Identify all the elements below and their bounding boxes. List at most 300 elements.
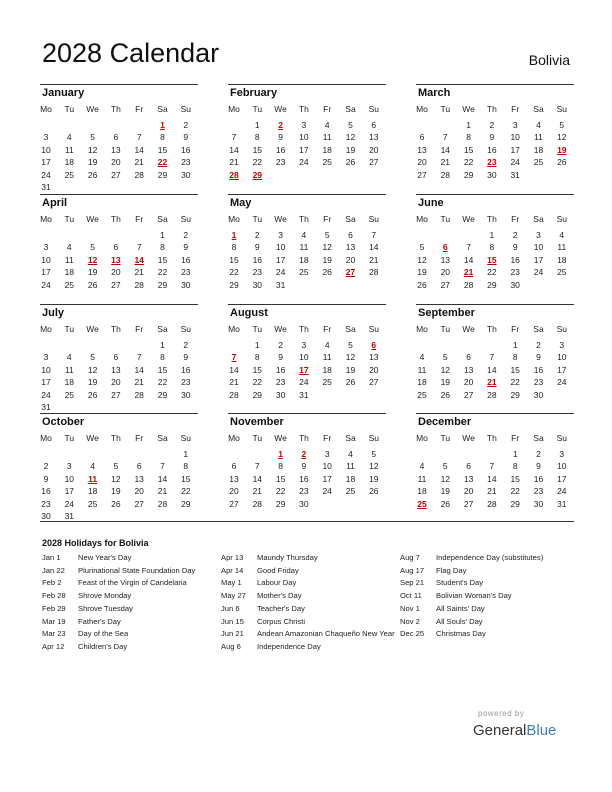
weekday-header: Tu <box>440 104 451 114</box>
weekday-header: We <box>462 324 475 334</box>
weekday-header: Tu <box>252 433 263 443</box>
day-cell: 23 <box>181 377 191 388</box>
day-cell: 12 <box>417 254 427 265</box>
day-cell: 30 <box>533 498 544 509</box>
day-cell: 25 <box>533 157 544 168</box>
day-cell: 10 <box>299 132 309 143</box>
day-cell: 10 <box>275 242 286 253</box>
day-cell: 31 <box>557 498 567 509</box>
holiday-date: Jun 21 <box>221 629 244 639</box>
day-cell: 11 <box>534 132 543 143</box>
weekday-header: Su <box>556 214 567 224</box>
day-cell: 26 <box>440 389 451 400</box>
holiday-entry <box>221 603 396 616</box>
day-cell: 15 <box>510 473 520 484</box>
day-cell: 13 <box>369 132 379 143</box>
day-cell: 14 <box>229 144 239 155</box>
day-cell: 8 <box>160 352 165 363</box>
day-cell: 7 <box>231 132 237 143</box>
day-cell: 28 <box>134 279 144 290</box>
weekday-header: Su <box>368 324 379 334</box>
holiday-date: May 27 <box>221 591 246 601</box>
day-cell: 3 <box>43 132 49 143</box>
day-cell: 28 <box>229 389 239 400</box>
day-cell: 21 <box>157 486 168 497</box>
day-cell: 30 <box>181 279 191 290</box>
month-name: January <box>42 87 85 99</box>
holiday-name: Shrove Monday <box>78 591 132 601</box>
day-cell: 7 <box>489 461 495 472</box>
weekday-header: Th <box>110 324 121 334</box>
day-cell: 1 <box>183 449 189 459</box>
day-cell: 26 <box>87 279 98 290</box>
day-cell: 16 <box>487 144 497 155</box>
day-cell: 29 <box>252 389 263 400</box>
day-cell: 23 <box>181 157 191 168</box>
day-cell: 27 <box>229 498 239 509</box>
day-cell: 18 <box>64 157 75 168</box>
day-cell: 10 <box>41 254 51 265</box>
day-cell: 7 <box>136 352 142 363</box>
weekday-header: Tu <box>64 324 75 334</box>
day-cell: 29 <box>157 169 168 180</box>
month-november <box>228 413 386 519</box>
day-cell: 3 <box>559 340 565 350</box>
weekday-header: Su <box>368 214 379 224</box>
day-cell: 12 <box>87 364 98 375</box>
day-cell: 4 <box>536 120 541 130</box>
day-cell: 11 <box>64 364 74 375</box>
day-cell: 25 <box>322 157 332 168</box>
day-cell: 27 <box>463 389 474 400</box>
weekday-header: Sa <box>345 324 356 334</box>
day-cell: 16 <box>41 486 51 497</box>
day-cell: 26 <box>440 498 451 509</box>
day-cell: 8 <box>466 132 471 143</box>
day-cell: 4 <box>348 449 353 459</box>
day-cell: 22 <box>157 267 168 278</box>
day-cell: 3 <box>43 352 49 363</box>
weekday-header: Sa <box>345 104 356 114</box>
day-cell: 15 <box>275 473 286 484</box>
day-cell: 5 <box>90 242 95 253</box>
day-cell: 1 <box>254 340 260 350</box>
day-cell: 11 <box>417 473 427 484</box>
day-cell: 19 <box>417 267 427 278</box>
month-name: July <box>42 307 65 319</box>
day-cell: 10 <box>64 473 75 484</box>
day-cell: 16 <box>275 144 286 155</box>
day-cell: 1 <box>160 340 165 350</box>
holiday-entry <box>221 590 396 603</box>
day-cell: 10 <box>557 461 567 472</box>
day-cell: 6 <box>466 352 471 363</box>
day-cell: 25 <box>557 267 567 278</box>
weekday-header: Fr <box>323 214 332 224</box>
weekday-header: Fr <box>323 324 332 334</box>
day-cell: 3 <box>301 340 307 350</box>
day-cell: 15 <box>181 473 191 484</box>
day-cell: 4 <box>90 461 95 472</box>
holiday-day-cell: 23 <box>487 157 497 168</box>
holidays-title: 2028 Holidays for Bolivia <box>42 538 149 548</box>
day-cell: 21 <box>369 254 379 265</box>
day-cell: 16 <box>533 364 544 375</box>
holiday-entry <box>400 565 575 578</box>
day-cell: 20 <box>463 377 474 388</box>
weekday-header: Sa <box>345 214 356 224</box>
weekday-header: Tu <box>440 324 451 334</box>
day-cell: 10 <box>41 364 51 375</box>
weekday-header: Th <box>486 324 497 334</box>
weekday-header: Su <box>180 433 191 443</box>
weekday-header: Sa <box>533 104 544 114</box>
day-cell: 22 <box>463 157 474 168</box>
weekday-header: Th <box>486 214 497 224</box>
holiday-date: Mar 19 <box>42 616 66 626</box>
day-cell: 31 <box>64 511 75 521</box>
day-cell: 27 <box>417 169 427 180</box>
day-cell: 2 <box>536 340 541 350</box>
day-cell: 12 <box>322 242 332 253</box>
day-cell: 6 <box>113 352 119 363</box>
day-cell: 6 <box>419 132 425 143</box>
day-cell: 3 <box>278 230 283 240</box>
weekday-header: Tu <box>64 214 75 224</box>
day-cell: 13 <box>229 473 239 484</box>
weekday-header: Th <box>110 214 121 224</box>
day-cell: 24 <box>299 377 309 388</box>
holiday-entry <box>42 628 217 641</box>
weekday-header: Sa <box>157 433 168 443</box>
weekday-header: Fr <box>511 324 520 334</box>
holiday-name: Flag Day <box>436 565 467 575</box>
day-cell: 24 <box>557 486 567 497</box>
day-cell: 20 <box>111 157 121 168</box>
day-cell: 23 <box>275 377 286 388</box>
day-cell: 4 <box>66 352 72 363</box>
holiday-entry <box>42 616 217 629</box>
holiday-day-cell: 1 <box>278 449 283 459</box>
holiday-name: Maundy Thursday <box>257 553 318 562</box>
weekday-header: We <box>462 433 475 443</box>
day-cell: 4 <box>301 230 307 240</box>
weekday-header: Mo <box>228 324 240 334</box>
country-label: Bolivia <box>528 52 570 68</box>
day-cell: 6 <box>113 132 119 143</box>
holiday-day-cell: 25 <box>417 498 427 509</box>
weekday-header: Th <box>486 433 497 443</box>
holiday-day-cell: 2 <box>301 449 307 459</box>
day-cell: 24 <box>557 377 567 388</box>
day-cell: 2 <box>183 340 189 350</box>
day-cell: 22 <box>157 377 168 388</box>
weekday-header: Sa <box>157 104 168 114</box>
holiday-entry <box>221 565 396 578</box>
holiday-name: Good Friday <box>257 565 299 575</box>
day-cell: 30 <box>510 279 520 290</box>
day-cell: 5 <box>324 230 330 240</box>
day-cell: 2 <box>278 340 283 350</box>
day-cell: 27 <box>440 279 451 290</box>
month-name: December <box>418 416 472 428</box>
holiday-entry <box>400 628 575 641</box>
holiday-date: Apr 14 <box>221 565 244 575</box>
brand-blue: Blue <box>526 722 557 739</box>
weekday-header: Sa <box>157 324 168 334</box>
holiday-date: May 1 <box>221 578 242 588</box>
brand-general: General <box>473 722 527 739</box>
day-cell: 20 <box>369 144 379 155</box>
day-cell: 11 <box>557 242 567 253</box>
day-cell: 3 <box>512 120 518 130</box>
day-cell: 8 <box>160 132 165 143</box>
day-cell: 18 <box>322 364 332 375</box>
day-cell: 1 <box>512 449 518 459</box>
day-cell: 7 <box>442 132 448 143</box>
holiday-name: Corpus Christi <box>257 616 306 626</box>
day-cell: 19 <box>87 377 98 388</box>
day-cell: 17 <box>533 254 544 265</box>
day-cell: 8 <box>183 461 189 472</box>
day-cell: 20 <box>111 267 121 278</box>
day-cell: 31 <box>275 279 286 290</box>
day-cell: 20 <box>369 364 379 375</box>
day-cell: 10 <box>299 352 309 363</box>
day-cell: 6 <box>113 242 119 253</box>
day-cell: 28 <box>134 389 144 400</box>
day-cell: 17 <box>510 144 520 155</box>
holiday-entry <box>42 552 217 565</box>
weekday-header: We <box>274 214 287 224</box>
weekday-header: Th <box>110 433 121 443</box>
holiday-date: Sep 21 <box>400 578 425 588</box>
day-cell: 3 <box>66 461 72 472</box>
day-cell: 21 <box>229 157 239 168</box>
generalblue-logo[interactable] <box>473 722 556 739</box>
holiday-name: Labour Day <box>257 578 297 588</box>
day-cell: 21 <box>134 267 144 278</box>
weekday-header: Sa <box>533 324 544 334</box>
day-cell: 8 <box>231 242 237 253</box>
day-cell: 4 <box>324 340 330 350</box>
day-cell: 24 <box>64 498 75 509</box>
day-cell: 13 <box>417 144 427 155</box>
day-cell: 24 <box>41 169 51 180</box>
day-cell: 23 <box>181 267 191 278</box>
weekday-header: Tu <box>64 433 75 443</box>
day-cell: 26 <box>87 169 98 180</box>
holiday-day-cell: 7 <box>231 352 237 363</box>
weekday-header: Fr <box>511 104 520 114</box>
day-cell: 23 <box>41 498 51 509</box>
holiday-name: Independence Day <box>257 641 321 651</box>
day-cell: 15 <box>510 364 520 375</box>
day-cell: 11 <box>322 132 332 143</box>
holiday-date: Feb 2 <box>42 578 62 588</box>
weekday-header: Fr <box>323 433 332 443</box>
month-april <box>40 194 198 300</box>
holiday-name: Father's Day <box>78 616 121 626</box>
holiday-day-cell: 21 <box>487 377 497 388</box>
holiday-day-cell: 6 <box>442 242 448 253</box>
day-cell: 26 <box>87 389 98 400</box>
day-cell: 14 <box>463 254 474 265</box>
day-cell: 19 <box>440 486 451 497</box>
month-september <box>416 304 574 410</box>
holiday-name: Student's Day <box>436 578 484 588</box>
month-name: October <box>42 416 85 428</box>
weekday-header: Sa <box>345 433 356 443</box>
day-cell: 21 <box>134 377 144 388</box>
day-cell: 15 <box>157 254 168 265</box>
holiday-date: Oct 11 <box>400 591 422 601</box>
day-cell: 31 <box>299 389 309 400</box>
holiday-entry <box>400 616 575 629</box>
holiday-name: Day of the Sea <box>78 629 129 639</box>
holiday-name: Bolivian Woman's Day <box>436 591 512 601</box>
month-may <box>228 194 386 300</box>
day-cell: 28 <box>134 169 144 180</box>
weekday-header: We <box>274 324 287 334</box>
day-cell: 30 <box>181 169 191 180</box>
day-cell: 30 <box>299 498 309 509</box>
day-cell: 9 <box>43 473 49 484</box>
day-cell: 7 <box>466 242 471 253</box>
holiday-column <box>400 552 575 641</box>
day-cell: 1 <box>512 340 518 350</box>
day-cell: 11 <box>64 254 74 265</box>
weekday-header: Tu <box>440 214 451 224</box>
day-cell: 26 <box>369 486 379 497</box>
month-march <box>416 84 574 190</box>
holiday-date: Apr 12 <box>42 641 65 651</box>
holiday-name: Children's Day <box>78 641 128 651</box>
weekday-header: Th <box>298 433 309 443</box>
weekday-header: Su <box>368 104 379 114</box>
day-cell: 22 <box>275 486 286 497</box>
day-cell: 29 <box>487 279 497 290</box>
holiday-day-cell: 1 <box>160 120 165 130</box>
day-cell: 24 <box>510 157 520 168</box>
day-cell: 30 <box>41 511 51 521</box>
holiday-date: Nov 2 <box>400 616 420 626</box>
day-cell: 19 <box>345 364 356 375</box>
day-cell: 17 <box>557 473 567 484</box>
day-cell: 29 <box>275 498 286 509</box>
month-december <box>416 413 574 519</box>
day-cell: 6 <box>466 461 471 472</box>
day-cell: 29 <box>157 279 168 290</box>
day-cell: 28 <box>463 279 474 290</box>
day-cell: 9 <box>301 461 307 472</box>
day-cell: 29 <box>157 389 168 400</box>
holiday-day-cell: 11 <box>88 473 98 484</box>
day-cell: 27 <box>111 169 121 180</box>
day-cell: 17 <box>275 254 286 265</box>
day-cell: 28 <box>440 169 451 180</box>
day-cell: 14 <box>157 473 168 484</box>
day-cell: 5 <box>442 352 448 363</box>
day-cell: 30 <box>252 279 263 290</box>
day-cell: 27 <box>369 377 379 388</box>
day-cell: 22 <box>510 486 520 497</box>
holiday-day-cell: 17 <box>299 364 309 375</box>
day-cell: 25 <box>345 486 356 497</box>
holiday-day-cell: 27 <box>345 267 356 278</box>
day-cell: 25 <box>64 169 75 180</box>
holiday-name: Plurinational State Foundation Day <box>78 565 196 575</box>
day-cell: 30 <box>533 389 544 400</box>
day-cell: 24 <box>533 267 544 278</box>
day-cell: 13 <box>345 242 356 253</box>
day-cell: 7 <box>136 242 142 253</box>
day-cell: 29 <box>181 498 191 509</box>
month-october <box>40 413 198 519</box>
day-cell: 20 <box>229 486 239 497</box>
day-cell: 28 <box>487 498 497 509</box>
day-cell: 15 <box>157 364 168 375</box>
weekday-header: Th <box>110 104 121 114</box>
month-name: February <box>230 87 278 99</box>
day-cell: 26 <box>557 157 567 168</box>
day-cell: 14 <box>487 473 497 484</box>
day-cell: 10 <box>41 144 51 155</box>
day-cell: 19 <box>111 486 121 497</box>
day-cell: 17 <box>41 157 51 168</box>
day-cell: 5 <box>113 461 119 472</box>
month-name: September <box>418 307 475 319</box>
day-cell: 20 <box>463 486 474 497</box>
day-cell: 18 <box>64 377 75 388</box>
weekday-header: Th <box>298 214 309 224</box>
day-cell: 28 <box>369 267 379 278</box>
day-cell: 16 <box>533 473 544 484</box>
day-cell: 3 <box>324 449 330 459</box>
holiday-day-cell: 13 <box>111 254 121 265</box>
month-january <box>40 84 198 190</box>
day-cell: 30 <box>487 169 497 180</box>
day-cell: 2 <box>183 230 189 240</box>
day-cell: 4 <box>324 120 330 130</box>
day-cell: 18 <box>87 486 98 497</box>
day-cell: 17 <box>322 473 332 484</box>
day-cell: 6 <box>136 461 142 472</box>
weekday-header: Mo <box>40 104 52 114</box>
day-cell: 8 <box>489 242 495 253</box>
month-name: March <box>418 87 451 99</box>
day-cell: 11 <box>417 364 427 375</box>
holiday-date: Nov 1 <box>400 603 420 613</box>
holiday-day-cell: 19 <box>557 144 567 155</box>
day-cell: 17 <box>557 364 567 375</box>
day-cell: 23 <box>299 486 309 497</box>
day-cell: 16 <box>181 254 191 265</box>
day-cell: 14 <box>229 364 239 375</box>
day-cell: 9 <box>183 132 189 143</box>
day-cell: 5 <box>559 120 565 130</box>
day-cell: 8 <box>278 461 283 472</box>
holiday-date: Mar 23 <box>42 629 66 639</box>
weekday-header: Tu <box>440 433 451 443</box>
holiday-entry <box>42 577 217 590</box>
holiday-entry <box>400 590 575 603</box>
day-cell: 4 <box>66 242 72 253</box>
weekday-header: Th <box>486 104 497 114</box>
day-cell: 9 <box>512 242 518 253</box>
day-cell: 7 <box>489 352 495 363</box>
holiday-date: Jan 22 <box>42 565 65 575</box>
